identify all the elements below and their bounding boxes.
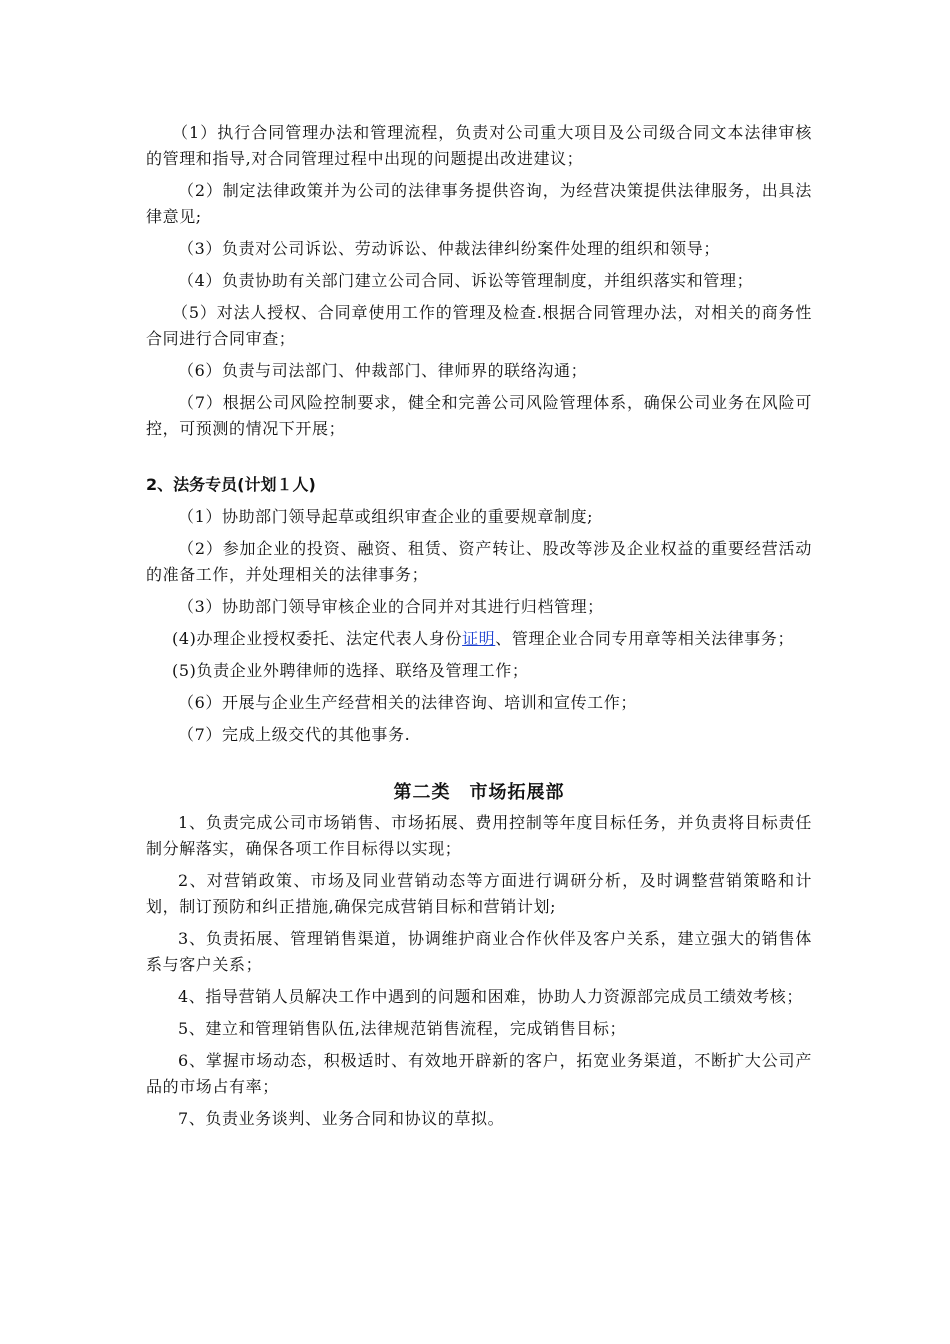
- specialist-duty-2: （2）参加企业的投资、融资、租赁、资产转让、股改等涉及企业权益的重要经营活动的准备工作，并处理相关的法律事务；: [146, 539, 812, 584]
- legal-duty-4: （4）负责协助有关部门建立公司合同、诉讼等管理制度，并组织落实和管理；: [178, 271, 754, 290]
- specialist-duty-6: （6）开展与企业生产经营相关的法律咨询、培训和宣传工作；: [178, 693, 637, 712]
- specialist-duty-5: (5)负责企业外聘律师的选择、联络及管理工作；: [172, 661, 529, 680]
- legal-duty-3: （3）负责对公司诉讼、劳动诉讼、仲裁法律纠纷案件处理的组织和领导；: [178, 239, 720, 258]
- legal-duty-2: （2）制定法律政策并为公司的法律事务提供咨询，为经营决策提供法律服务，出具法律意见;: [146, 181, 812, 226]
- specialist-duty-3: （3）协助部门领导审核企业的合同并对其进行归档管理；: [178, 597, 604, 616]
- specialist-duty-7: （7）完成上级交代的其他事务.: [178, 725, 411, 744]
- legal-duty-5: （5）对法人授权、合同章使用工作的管理及检查.根据合同管理办法，对相关的商务性合同进行合同审查；: [146, 303, 812, 348]
- spacer: [146, 754, 812, 780]
- market-duty-6: 6、掌握市场动态，积极适时、有效地开辟新的客户，拓宽业务渠道，不断扩大公司产品的市场占有率；: [146, 1051, 812, 1096]
- legal-duty-1: （1）执行合同管理办法和管理流程，负责对公司重大项目及公司级合同文本法律审核的管理和指导,对合同管理过程中出现的问题提出改进建议；: [146, 123, 812, 168]
- legal-duty-7: （7）根据公司风险控制要求，健全和完善公司风险管理体系，确保公司业务在风险可控，可预测的情况下开展；: [146, 393, 812, 438]
- market-duty-2: 2、对营销政策、市场及同业营销动态等方面进行调研分析，及时调整营销策略和计划，制订预防和纠正措施,确保完成营销目标和营销计划;: [146, 871, 812, 916]
- specialist-duty-1: （1）协助部门领导起草或组织审查企业的重要规章制度;: [178, 507, 594, 526]
- spacer: [146, 448, 812, 472]
- certificate-link[interactable]: 证明: [462, 629, 496, 648]
- specialist-duty-4: [146, 626, 812, 652]
- market-duty-7: 7、负责业务谈判、业务合同和协议的草拟。: [178, 1109, 505, 1128]
- legal-duty-6: （6）负责与司法部门、仲裁部门、律师界的联络沟通；: [178, 361, 588, 380]
- specialist-duty-4-text-b: 、管理企业合同专用章等相关法律事务；: [495, 629, 795, 648]
- market-duty-4: 4、指导营销人员解决工作中遇到的问题和困难，协助人力资源部完成员工绩效考核；: [178, 987, 803, 1006]
- market-duty-3: 3、负责拓展、管理销售渠道，协调维护商业合作伙伴及客户关系，建立强大的销售体系与客户关系；: [146, 929, 812, 974]
- market-duty-1: 1、负责完成公司市场销售、市场拓展、费用控制等年度目标任务，并负责将目标责任制分解落实，确保各项工作目标得以实现；: [146, 813, 812, 858]
- market-expansion-title: 第二类 市场拓展部: [393, 782, 565, 803]
- market-duty-5: 5、建立和管理销售队伍,法律规范销售流程，完成销售目标；: [178, 1019, 627, 1038]
- legal-specialist-heading: 2、法务专员(计划１人): [146, 475, 316, 494]
- specialist-duty-4-text-a: (4)办理企业授权委托、法定代表人身份: [172, 629, 463, 648]
- document-body: [146, 120, 812, 1138]
